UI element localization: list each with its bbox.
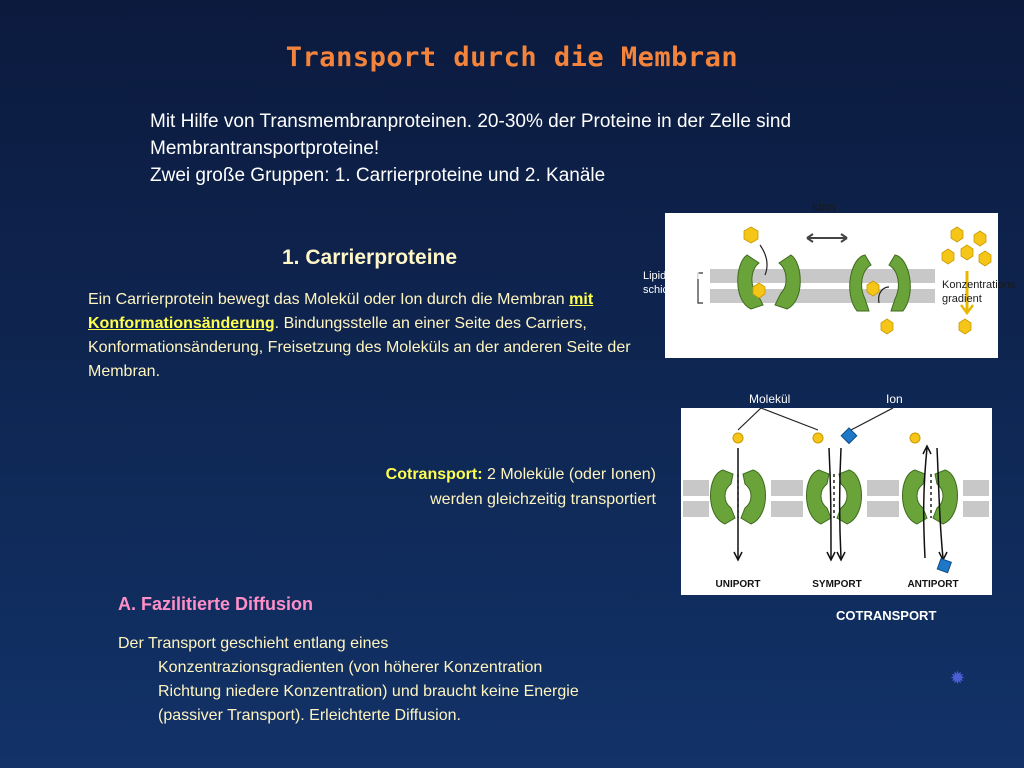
lipid-label-line-2: schicht (643, 284, 678, 296)
gear-icon[interactable]: ✹ (950, 668, 966, 688)
gradient-label-line-2: gradient (942, 293, 982, 305)
carrier-text-end: . Bindungsstelle an einer Seite des Carriers, Konformationsänderung, Freisetzung des Moleküls an der anderen Seite der Membran. (88, 315, 631, 380)
gradient-label-line-1: Konzentrations (942, 279, 1016, 291)
carrier-description (88, 288, 648, 384)
facilitated-heading: A. Fazilitierte Diffusion (118, 594, 314, 614)
figure1-top-label: kinn (812, 199, 836, 214)
molecule-pointer (738, 408, 818, 430)
facilitated-line-3: Richtung niedere Konzentration) und braucht keine Energie (158, 683, 579, 700)
transport-proteins (711, 470, 958, 524)
slide-title: Transport durch die Membran (285, 42, 739, 73)
facilitated-line-4: (passiver Transport). Erleichterte Diffusion. (158, 707, 461, 724)
cotransport-line-1: 2 Moleküle (oder Ionen) (482, 466, 656, 483)
carrier-heading: 1. Carrierproteine (282, 246, 458, 269)
lipid-label-line-1: Lipiddoppel (643, 270, 700, 282)
antiport-label: ANTIPORT (907, 579, 959, 590)
intro-line-1: Mit Hilfe von Transmembranproteinen. 20-30% der Proteine in der Zelle sind (150, 111, 792, 132)
cotransport-line-2: werden gleichzeitig transportiert (430, 491, 656, 508)
carrier-text-emphasis: mit Konformationsänderung (88, 291, 594, 332)
uniport-label: UNIPORT (715, 579, 761, 590)
gradient-label (942, 278, 1024, 306)
facilitated-line-2: Konzentrazionsgradienten (von höherer Konzentration (158, 659, 543, 676)
carrier-text-start: Ein Carrierprotein bewegt das Molekül oder Ion durch die Membran (88, 291, 570, 308)
cotransport-diagram-graphic (681, 408, 992, 595)
cotransport-caption: COTRANSPORT (836, 608, 937, 623)
label-ion: Ion (886, 392, 903, 406)
cotransport-note (300, 462, 656, 512)
cotransport-diagram (681, 408, 992, 595)
cotransport-label: Cotransport: (385, 466, 483, 483)
intro-text (150, 108, 890, 189)
facilitated-description (118, 632, 678, 728)
intro-line-2: Membrantransportproteine! (150, 138, 380, 159)
intro-line-3: Zwei große Gruppen: 1. Carrierproteine und 2. Kanäle (150, 165, 606, 186)
lipid-label (643, 269, 699, 297)
facilitated-line-1: Der Transport geschieht entlang eines (118, 635, 389, 652)
ion-pointer (851, 408, 893, 430)
label-molecule: Molekül (749, 392, 791, 406)
symport-label: SYMPORT (812, 579, 862, 590)
